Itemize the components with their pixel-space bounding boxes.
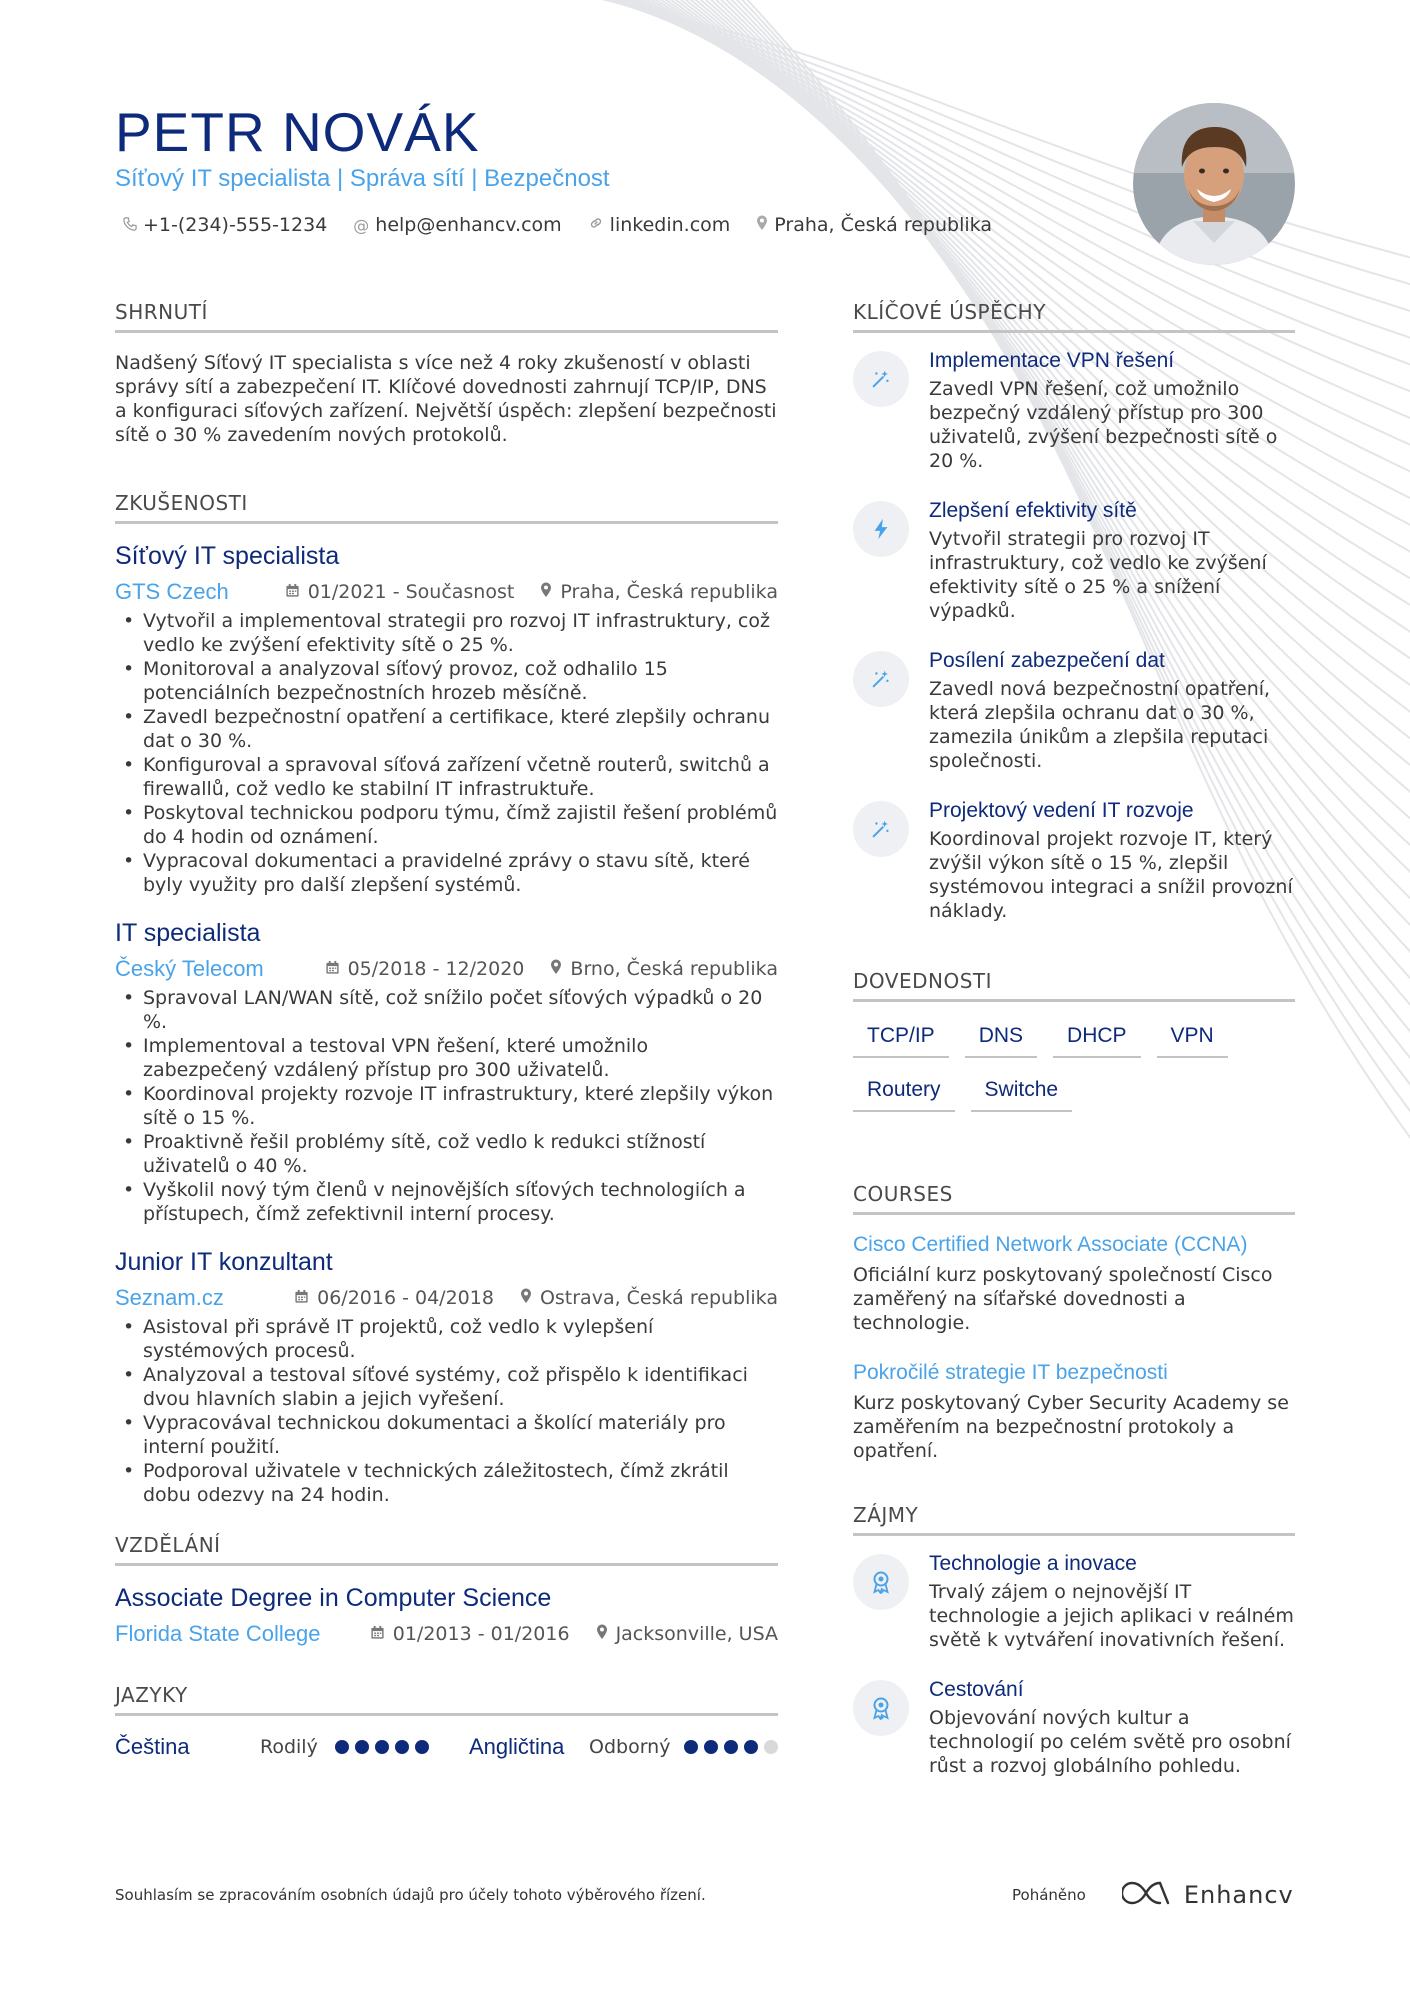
rating-dot <box>355 1740 369 1754</box>
list-item: • Vyškolil nový tým členů v nejnovějších síťových technologiích a přístupech, čímž zefektivnil interní procesy. <box>115 1178 778 1226</box>
list-item: • Vypracovával technickou dokumentaci a školící materiály pro interní použití. <box>115 1411 778 1459</box>
rating-dot <box>724 1740 738 1754</box>
magic-wand-icon <box>853 351 909 407</box>
contact-location-text: Praha, Česká republika <box>774 214 992 236</box>
course-item <box>853 1233 1295 1335</box>
course-item <box>853 1361 1295 1463</box>
list-item: • Implementoval a testoval VPN řešení, které umožnilo zabezpečený vzdálený přístup pro 300 uživatelů. <box>115 1034 778 1082</box>
contact-email[interactable] <box>353 214 561 236</box>
interest-text: Trvalý zájem o nejnovější IT technologie a jejich aplikaci v reálném světě k vytváření inovativních řešení. <box>929 1581 1294 1651</box>
achievement-title: Implementace VPN řešení <box>929 349 1175 372</box>
education-heading: VZDĚLÁNÍ <box>115 1533 778 1566</box>
magic-wand-icon <box>853 801 909 857</box>
rating-dot <box>395 1740 409 1754</box>
job-bullets <box>115 1315 778 1507</box>
interest-text: Objevování nových kultur a technologií po celém světě pro osobní růst a rozvoj globálního pohledu. <box>929 1707 1291 1777</box>
powered-by[interactable] <box>1012 1880 1294 1910</box>
skill-tag: Switche <box>971 1074 1073 1112</box>
contact-location <box>756 214 992 236</box>
interests-section <box>853 1503 1295 1778</box>
contact-email-text: help@enhancv.com <box>375 214 562 236</box>
languages-section <box>115 1683 778 1760</box>
skills-section <box>853 969 1295 1112</box>
summary-section <box>115 300 778 447</box>
language-item <box>469 1734 778 1760</box>
left-column <box>115 300 778 1760</box>
job-dates: 01/2021 - Současnost <box>285 581 515 603</box>
job-location: Ostrava, Česká republika <box>520 1287 778 1309</box>
education-location: Jacksonville, USA <box>596 1623 778 1645</box>
skill-tag: DNS <box>965 1020 1037 1058</box>
list-item: • Koordinoval projekty rozvoje IT infrastruktury, které zlepšily výkon sítě o 15 %. <box>115 1082 778 1130</box>
link-icon <box>588 215 604 235</box>
job-entry <box>115 542 778 897</box>
interest-item <box>853 1680 1295 1778</box>
achievement-text: Vytvořil strategii pro rozvoj IT infrastruktury, což vedlo ke zvýšení efektivity sítě o 25 % a snížení výpadků. <box>929 528 1267 622</box>
language-level: Odborný <box>589 1736 671 1758</box>
rating-dot <box>335 1740 349 1754</box>
calendar-icon <box>294 1289 309 1308</box>
contact-linkedin-text: linkedin.com <box>609 214 731 236</box>
location-icon <box>596 1624 608 1644</box>
rating-dot <box>375 1740 389 1754</box>
course-title: Pokročilé strategie IT bezpečnosti <box>853 1361 1168 1384</box>
phone-icon <box>123 216 137 235</box>
school-name: Florida State College <box>115 1621 321 1646</box>
achievement-item <box>853 801 1295 923</box>
courses-section <box>853 1182 1295 1463</box>
list-item: • Spravoval LAN/WAN sítě, což snížilo počet síťových výpadků o 20 %. <box>115 986 778 1034</box>
job-entry <box>115 919 778 1226</box>
job-bullets <box>115 986 778 1226</box>
course-text: Kurz poskytovaný Cyber Security Academy se zaměřením na bezpečnostní protokoly a opatření. <box>853 1392 1289 1462</box>
language-rating <box>684 1740 778 1754</box>
magic-wand-icon <box>853 651 909 707</box>
achievements-heading: KLÍČOVÉ ÚSPĚCHY <box>853 300 1295 333</box>
interest-title: Technologie a inovace <box>929 1552 1137 1575</box>
interest-item <box>853 1554 1295 1652</box>
course-title: Cisco Certified Network Associate (CCNA) <box>853 1233 1248 1256</box>
list-item: • Vypracoval dokumentaci a pravidelné zprávy o stavu sítě, které byly využity pro další zlepšení systémů. <box>115 849 778 897</box>
language-level: Rodilý <box>260 1736 318 1758</box>
achievement-item <box>853 351 1295 473</box>
rating-dot <box>764 1740 778 1754</box>
skill-tag: TCP/IP <box>853 1020 949 1058</box>
list-item: • Vytvořil a implementoval strategii pro rozvoj IT infrastruktury, což vedlo ke zvýšení efektivity sítě o 25 %. <box>115 609 778 657</box>
job-location: Praha, Česká republika <box>540 581 778 603</box>
achievement-text: Zavedl VPN řešení, což umožnilo bezpečný vzdálený přístup pro 300 uživatelů, zvýšení bezpečnosti sítě o 20 %. <box>929 378 1278 472</box>
language-item <box>115 1734 469 1760</box>
company-name: Seznam.cz <box>115 1285 224 1310</box>
achievement-item <box>853 501 1295 623</box>
courses-heading: COURSES <box>853 1182 1295 1215</box>
languages-heading: JAZYKY <box>115 1683 778 1716</box>
contact-linkedin[interactable] <box>588 214 731 236</box>
powered-label: Poháněno <box>1012 1886 1086 1904</box>
job-meta <box>115 1285 778 1311</box>
job-entry <box>115 1248 778 1507</box>
job-bullets <box>115 609 778 897</box>
job-dates: 05/2018 - 12/2020 <box>325 958 525 980</box>
candidate-headline: Síťový IT specialista | Správa sítí | Bezpečnost <box>115 165 610 192</box>
achievement-item <box>853 651 1295 773</box>
award-icon <box>853 1680 909 1736</box>
location-icon <box>550 959 562 979</box>
rating-dot <box>704 1740 718 1754</box>
rating-dot <box>684 1740 698 1754</box>
contact-phone-text: +1-(234)-555-1234 <box>143 214 328 236</box>
job-title: IT specialista <box>115 919 261 947</box>
language-name: Angličtina <box>469 1734 565 1759</box>
location-icon <box>756 215 768 235</box>
list-item: • Analyzoval a testoval síťové systémy, což přispělo k identifikaci dvou hlavních slabin a jejich vyřešení. <box>115 1363 778 1411</box>
consent-text: Souhlasím se zpracováním osobních údajů pro účely tohoto výběrového řízení. <box>115 1886 706 1904</box>
company-name: Český Telecom <box>115 956 264 981</box>
list-item: • Asistoval při správě IT projektů, což vedlo k vylepšení systémových procesů. <box>115 1315 778 1363</box>
achievement-title: Projektový vedení IT rozvoje <box>929 799 1194 822</box>
list-item: • Podporoval uživatele v technických záležitostech, čímž zkrátil dobu odezvy na 24 hodin. <box>115 1459 778 1507</box>
job-dates: 06/2016 - 04/2018 <box>294 1287 494 1309</box>
skill-tag: DHCP <box>1053 1020 1141 1058</box>
at-icon: @ <box>353 215 370 235</box>
experience-section <box>115 491 778 1507</box>
list-item: • Zavedl bezpečnostní opatření a certifikace, které zlepšily ochranu dat o 30 %. <box>115 705 778 753</box>
calendar-icon <box>325 960 340 979</box>
rating-dot <box>415 1740 429 1754</box>
achievement-title: Zlepšení efektivity sítě <box>929 499 1137 522</box>
education-meta <box>115 1621 778 1647</box>
achievement-text: Zavedl nová bezpečnostní opatření, která zlepšila ochranu dat o 30 %, zamezila únikům a zlepšila reputaci společnosti. <box>929 678 1271 772</box>
job-title: Junior IT konzultant <box>115 1248 333 1276</box>
course-text: Oficiální kurz poskytovaný společností Cisco zaměřený na síťařské dovednosti a technologie. <box>853 1264 1273 1334</box>
interests-heading: ZÁJMY <box>853 1503 1295 1536</box>
lightning-icon <box>853 501 909 557</box>
summary-heading: SHRNUTÍ <box>115 300 778 333</box>
enhancv-logo-icon <box>1122 1880 1170 1910</box>
calendar-icon <box>285 583 300 602</box>
contact-phone[interactable] <box>123 214 327 236</box>
profile-photo <box>1133 103 1295 265</box>
brand-name: Enhancv <box>1183 1881 1294 1909</box>
job-location: Brno, Česká republika <box>550 958 778 980</box>
skills-list <box>853 1020 1295 1112</box>
achievements-section <box>853 300 1295 923</box>
list-item: • Proaktivně řešil problémy sítě, což vedlo k redukci stížností uživatelů o 40 %. <box>115 1130 778 1178</box>
list-item: • Monitoroval a analyzoval síťový provoz, což odhalilo 15 potenciálních bezpečnostních hrozeb měsíčně. <box>115 657 778 705</box>
location-icon <box>520 1288 532 1308</box>
education-dates: 01/2013 - 01/2016 <box>370 1623 570 1645</box>
contact-bar <box>123 214 992 236</box>
skill-tag: Routery <box>853 1074 955 1112</box>
skill-tag: VPN <box>1157 1020 1228 1058</box>
summary-text: Nadšený Síťový IT specialista s více než 4 roky zkušeností v oblasti správy sítí a zabezpečení IT. Klíčové dovednosti zahrnují TCP/IP, DNS a konfiguraci síťových zařízení. Největší úspěch: zlepšení bezpečnosti sítě o 30 % zavedením nových protokolů. <box>115 352 777 446</box>
achievement-title: Posílení zabezpečení dat <box>929 649 1165 672</box>
language-rating <box>335 1740 429 1754</box>
list-item: • Konfiguroval a spravoval síťová zařízení včetně routerů, switchů a firewallů, což vedlo ke stabilní IT infrastruktuře. <box>115 753 778 801</box>
right-column <box>853 300 1295 1806</box>
education-section <box>115 1533 778 1647</box>
skills-heading: DOVEDNOSTI <box>853 969 1295 1002</box>
company-name: GTS Czech <box>115 579 229 604</box>
list-item: • Poskytoval technickou podporu týmu, čímž zajistil řešení problémů do 4 hodin od oznámení. <box>115 801 778 849</box>
achievement-text: Koordinoval projekt rozvoje IT, který zvýšil výkon sítě o 15 %, zlepšil systémovou integraci a snížil provozní náklady. <box>929 828 1293 922</box>
rating-dot <box>744 1740 758 1754</box>
job-title: Síťový IT specialista <box>115 542 340 570</box>
candidate-name: PETR NOVÁK <box>115 101 480 163</box>
language-name: Čeština <box>115 1734 190 1759</box>
interest-title: Cestování <box>929 1678 1024 1701</box>
job-meta <box>115 579 778 605</box>
award-icon <box>853 1554 909 1610</box>
degree-title: Associate Degree in Computer Science <box>115 1584 552 1612</box>
job-meta <box>115 956 778 982</box>
languages-row <box>115 1734 778 1760</box>
experience-heading: ZKUŠENOSTI <box>115 491 778 524</box>
calendar-icon <box>370 1625 385 1644</box>
location-icon <box>540 582 552 602</box>
